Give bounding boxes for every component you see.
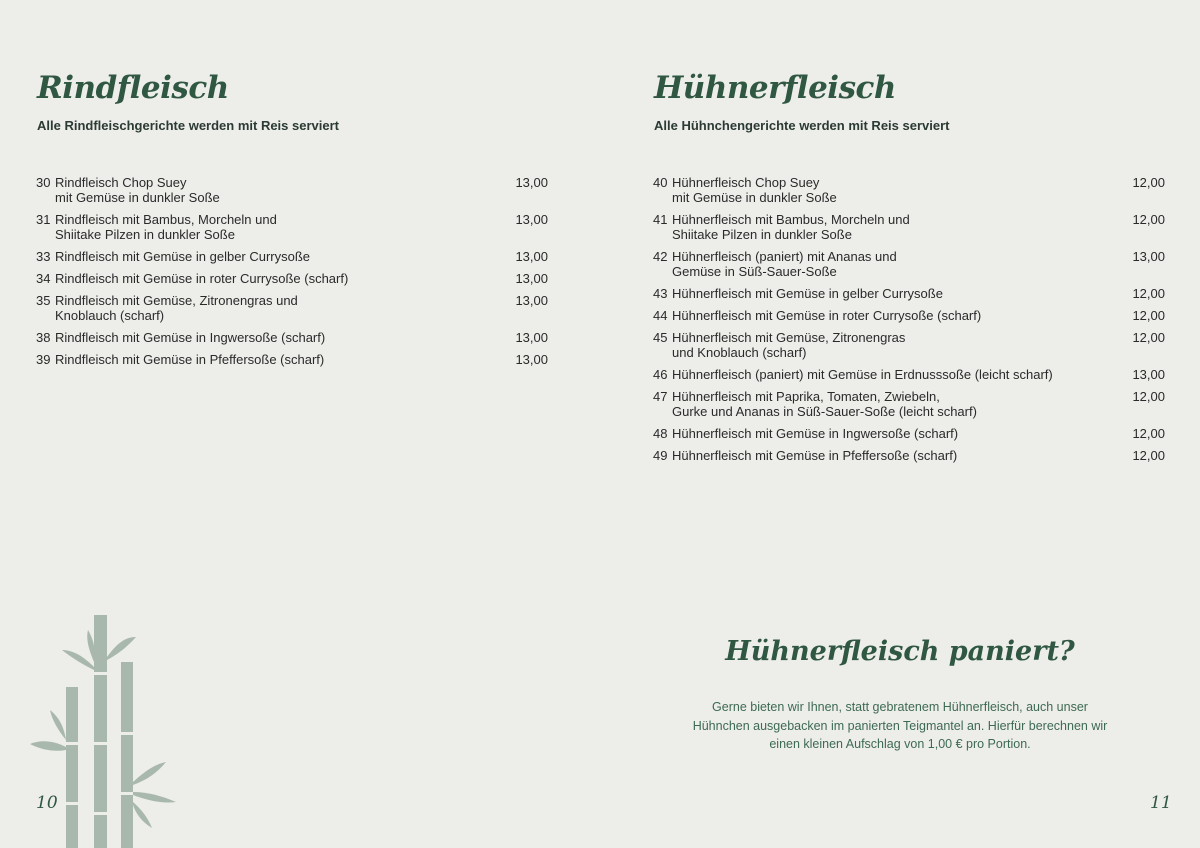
menu-item (36, 212, 548, 242)
menu-item-number: 43 (653, 286, 668, 301)
right-page (600, 0, 1200, 848)
menu-item-price: 13,00 (515, 175, 548, 190)
menu-item-number: 49 (653, 448, 668, 463)
menu-item-number: 42 (653, 249, 668, 264)
menu-item-text-line: Gemüse in Süß-Sauer-Soße (672, 264, 837, 279)
menu-item-text-line: Shiitake Pilzen in dunkler Soße (55, 227, 235, 242)
menu-item-description (653, 367, 1053, 382)
menu-item-price: 12,00 (1132, 175, 1165, 190)
menu-item-description (653, 286, 943, 301)
menu-item (36, 249, 548, 264)
menu-item-text-line: Hühnerfleisch Chop Suey (672, 175, 820, 190)
menu-item-description (653, 330, 905, 360)
menu-item-description (36, 212, 277, 242)
section-title-rindfleisch: Rindfleisch (37, 70, 229, 106)
menu-item-price: 13,00 (515, 352, 548, 367)
menu-item-description (653, 426, 958, 441)
menu-item-description (36, 249, 310, 264)
menu-item-price: 13,00 (515, 212, 548, 227)
menu-item-number: 47 (653, 389, 668, 404)
menu-item-text-line: Rindfleisch mit Gemüse, Zitronengras und (55, 293, 298, 308)
menu-item-price: 13,00 (515, 271, 548, 286)
menu-item-description (653, 249, 897, 279)
note-text: Gerne bieten wir Ihnen, statt gebratenem Hühnerfleisch, auch unser Hühnchen ausgebacken im panierten Teigmantel an. Hierfür berechnen wir einen kleinen Aufschlag von 1,00 € pro Portion. (692, 700, 1108, 751)
section-title-huehnerfleisch: Hühnerfleisch (654, 70, 896, 106)
menu-item-number: 41 (653, 212, 668, 227)
menu-item-text-line: Knoblauch (scharf) (55, 308, 165, 323)
menu-item-number: 44 (653, 308, 668, 323)
note-title: Hühnerfleisch paniert? (725, 636, 1075, 667)
menu-item-text-line: Hühnerfleisch mit Bambus, Morcheln und (672, 212, 910, 227)
menu-item-number: 40 (653, 175, 668, 190)
menu-item-description (653, 389, 977, 419)
menu-item-number: 38 (36, 330, 51, 345)
menu-item-text-line: Hühnerfleisch mit Gemüse in Pfeffersoße (scharf) (672, 448, 958, 463)
menu-item-price: 13,00 (1132, 367, 1165, 382)
menu-item-text-line: Hühnerfleisch mit Gemüse in Ingwersoße (scharf) (672, 426, 959, 441)
menu-item (36, 175, 548, 205)
page-number-right: 11 (1150, 793, 1172, 813)
menu-item-description (653, 212, 910, 242)
menu-item-description (653, 308, 981, 323)
menu-item-description (36, 175, 220, 205)
menu-item-price: 12,00 (1132, 330, 1165, 345)
page-number-left: 10 (36, 793, 58, 813)
menu-item-text-line: Rindfleisch Chop Suey (55, 175, 187, 190)
menu-item-number: 46 (653, 367, 668, 382)
menu-list-huehnerfleisch (653, 175, 1165, 470)
menu-item-text-line: Hühnerfleisch (paniert) mit Ananas und (672, 249, 897, 264)
menu-item-text-line: Hühnerfleisch mit Gemüse, Zitronengras (672, 330, 906, 345)
menu-item-text-line: Gurke und Ananas in Süß-Sauer-Soße (leicht scharf) (672, 404, 977, 419)
menu-item (653, 367, 1165, 382)
menu-item-number: 45 (653, 330, 668, 345)
menu-item-text-line: Rindfleisch mit Gemüse in Pfeffersoße (scharf) (55, 352, 325, 367)
menu-item-price: 13,00 (515, 249, 548, 264)
section-subtitle-rindfleisch: Alle Rindfleischgerichte werden mit Reis serviert (37, 118, 339, 133)
section-subtitle-huehnerfleisch: Alle Hühnchengerichte werden mit Reis serviert (654, 118, 950, 133)
menu-item-price: 13,00 (515, 293, 548, 308)
menu-item (653, 286, 1165, 301)
menu-item-price: 13,00 (1132, 249, 1165, 264)
menu-item-text-line: Rindfleisch mit Gemüse in gelber Currysoße (55, 249, 311, 264)
menu-item-price: 12,00 (1132, 448, 1165, 463)
menu-item-text-line: Hühnerfleisch (paniert) mit Gemüse in Erdnusssoße (leicht scharf) (672, 367, 1053, 382)
menu-item-number: 48 (653, 426, 668, 441)
menu-item-number: 33 (36, 249, 51, 264)
menu-item (653, 249, 1165, 279)
menu-item (653, 426, 1165, 441)
menu-item-text-line: Rindfleisch mit Gemüse in Ingwersoße (scharf) (55, 330, 326, 345)
menu-item-description (36, 330, 325, 345)
menu-item (653, 330, 1165, 360)
menu-item-number: 39 (36, 352, 51, 367)
menu-item-text-line: Rindfleisch mit Gemüse in roter Currysoße (scharf) (55, 271, 349, 286)
menu-item-text-line: Shiitake Pilzen in dunkler Soße (672, 227, 852, 242)
menu-item-number: 34 (36, 271, 51, 286)
menu-item (36, 330, 548, 345)
menu-item-description (653, 175, 837, 205)
menu-item (653, 212, 1165, 242)
menu-item-price: 12,00 (1132, 308, 1165, 323)
menu-item-price: 12,00 (1132, 212, 1165, 227)
menu-item-text-line: Hühnerfleisch mit Gemüse in roter Currysoße (scharf) (672, 308, 982, 323)
menu-item-number: 31 (36, 212, 51, 227)
menu-list-rindfleisch (36, 175, 548, 374)
menu-item-price: 12,00 (1132, 389, 1165, 404)
menu-item (36, 293, 548, 323)
menu-item-description (36, 352, 324, 367)
menu-item-description (653, 448, 957, 463)
menu-item-text-line: mit Gemüse in dunkler Soße (672, 190, 837, 205)
menu-item-text-line: und Knoblauch (scharf) (672, 345, 807, 360)
menu-item-number: 35 (36, 293, 51, 308)
menu-item-price: 12,00 (1132, 426, 1165, 441)
menu-item-text-line: Hühnerfleisch mit Paprika, Tomaten, Zwiebeln, (672, 389, 940, 404)
menu-item (653, 448, 1165, 463)
menu-item (36, 352, 548, 367)
menu-item-number: 30 (36, 175, 51, 190)
menu-item (653, 389, 1165, 419)
menu-item (653, 175, 1165, 205)
menu-item (653, 308, 1165, 323)
menu-item-text-line: mit Gemüse in dunkler Soße (55, 190, 220, 205)
menu-item-text-line: Rindfleisch mit Bambus, Morcheln und (55, 212, 277, 227)
menu-item-description (36, 293, 298, 323)
menu-item-price: 13,00 (515, 330, 548, 345)
menu-item-text-line: Hühnerfleisch mit Gemüse in gelber Currysoße (672, 286, 943, 301)
menu-item-price: 12,00 (1132, 286, 1165, 301)
menu-item (36, 271, 548, 286)
menu-item-description (36, 271, 348, 286)
